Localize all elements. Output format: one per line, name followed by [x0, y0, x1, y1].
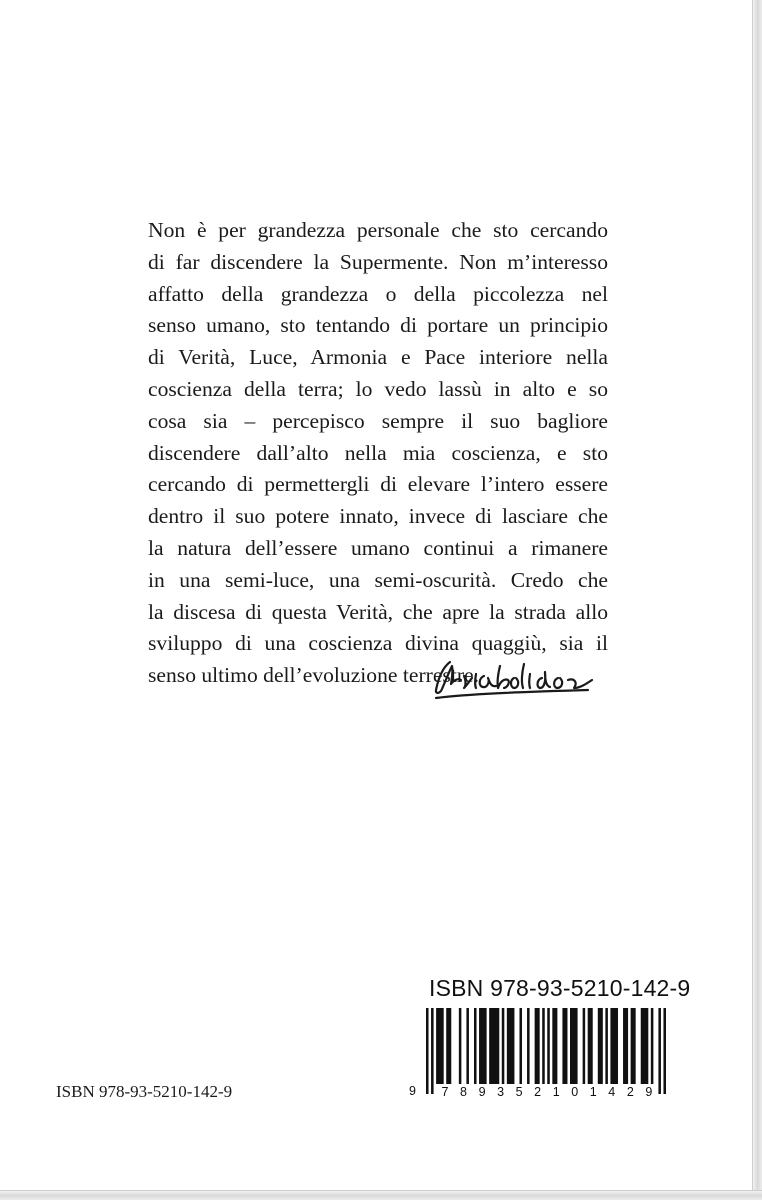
quote-line: la discesa di questa Verità, che apre la strada allo — [148, 599, 608, 624]
quote-line: affatto della grandezza o della piccolezza nel — [148, 281, 608, 306]
quote-line: dentro il suo potere innato, invece di lasciare che — [148, 504, 608, 529]
barcode-bar — [631, 1008, 636, 1084]
barcode-digit: 9 — [645, 1085, 653, 1099]
barcode-digit: 2 — [626, 1085, 634, 1099]
barcode-bar — [535, 1008, 540, 1084]
barcode-digit: 5 — [515, 1085, 523, 1099]
barcode-digit: 4 — [608, 1085, 616, 1099]
barcode-bar — [641, 1008, 649, 1084]
barcode-bar — [570, 1008, 578, 1084]
barcode-bar — [663, 1008, 666, 1094]
signature-image — [428, 654, 608, 704]
quote-line: di Verità, Luce, Armonia e Pace interiore nella — [148, 345, 608, 370]
barcode-digit: 3 — [497, 1085, 505, 1099]
barcode-bar — [502, 1008, 505, 1084]
barcode-lead-digit: 9 — [409, 1084, 416, 1098]
barcode-digit: 2 — [534, 1085, 542, 1099]
barcode-bar — [562, 1008, 567, 1084]
barcode-bar — [431, 1008, 434, 1094]
barcode-bar — [479, 1008, 487, 1084]
quote-line: senso umano, sto tentando di portare un principio — [148, 313, 608, 338]
barcode-bar — [446, 1008, 451, 1084]
barcode-bar — [623, 1008, 628, 1084]
barcode-digit: 8 — [460, 1085, 467, 1099]
quote-line: coscienza della terra; lo vedo lassù in alto e so — [148, 376, 608, 401]
barcode-bar — [588, 1008, 593, 1084]
page-edge-right — [752, 0, 762, 1200]
barcode-bar — [489, 1008, 499, 1084]
barcode-bar — [583, 1008, 586, 1084]
barcode-bar — [426, 1008, 429, 1094]
quote-line: sviluppo di una coscienza divina quaggiù, sia il — [148, 631, 608, 656]
barcode-bar — [542, 1008, 545, 1094]
barcode-digit: 1 — [589, 1085, 597, 1099]
barcode-bar — [459, 1008, 462, 1084]
isbn-footer: ISBN 978-93-5210-142-9 — [56, 1082, 233, 1101]
barcode-bar — [519, 1008, 522, 1084]
quote-line: Non è per grandezza personale che sto cercando — [148, 218, 608, 242]
barcode-bar — [658, 1008, 661, 1094]
barcode-bar — [507, 1008, 515, 1084]
page-edge-bottom — [0, 1190, 762, 1200]
quote-line: di far discendere la Supermente. Non m’interesso — [148, 249, 608, 274]
barcode-bar — [552, 1008, 557, 1084]
barcode-bar — [651, 1008, 654, 1084]
barcode-bar — [605, 1008, 608, 1084]
quote-line: la natura dell’essere umano continui a rimanere — [148, 535, 608, 560]
barcode-bar — [474, 1008, 477, 1084]
barcode-bar — [610, 1008, 618, 1084]
quote-text — [148, 215, 608, 692]
barcode-digits — [437, 1084, 657, 1100]
quote-line: cercando di permettergli di elevare l’intero essere — [148, 472, 608, 497]
barcode-bar — [527, 1008, 530, 1084]
barcode-digit: 7 — [441, 1085, 449, 1099]
barcode-bar — [598, 1008, 603, 1084]
barcode-bar — [547, 1008, 550, 1094]
quote-line: discendere dall’alto nella mia coscienza, e sto — [148, 440, 608, 465]
barcode-digit: 9 — [478, 1085, 486, 1099]
barcode-digit: 1 — [552, 1085, 560, 1099]
quote-line: cosa sia – percepisco sempre il suo bagliore — [148, 408, 608, 433]
barcode-isbn-label: ISBN 978-93-5210-142-9 — [429, 975, 691, 1001]
barcode-digit: 0 — [571, 1085, 579, 1099]
quote-line: senso ultimo dell’evoluzione terrestre. — [148, 663, 480, 688]
quote-line: in una semi-luce, una semi-oscurità. Credo che — [148, 567, 608, 592]
barcode-bar — [466, 1008, 469, 1084]
barcode-bar — [436, 1008, 444, 1084]
